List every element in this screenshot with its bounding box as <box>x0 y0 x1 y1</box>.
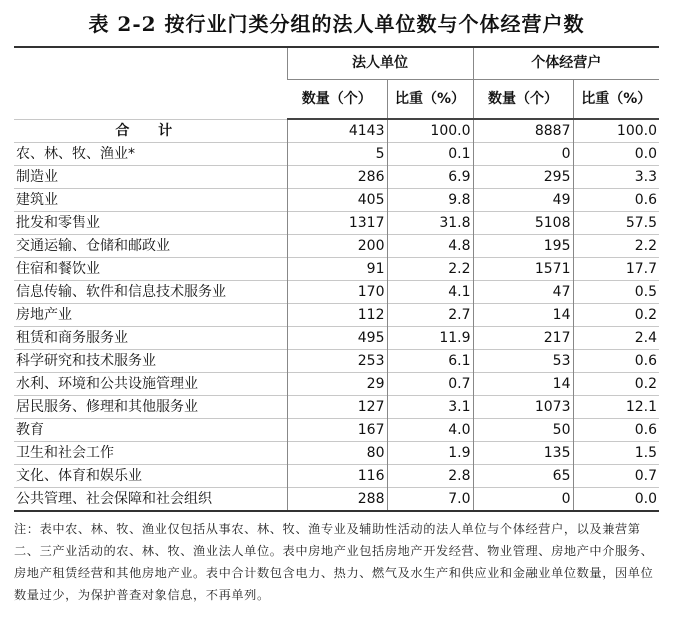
data-table <box>14 46 659 512</box>
indiv-count: 195 <box>473 235 573 258</box>
indiv-ratio: 0.6 <box>573 419 659 442</box>
legal-ratio: 2.2 <box>387 258 473 281</box>
legal-count: 170 <box>287 281 387 304</box>
legal-ratio: 7.0 <box>387 488 473 512</box>
table-row <box>14 143 659 166</box>
table-row <box>14 212 659 235</box>
indiv-ratio: 2.4 <box>573 327 659 350</box>
legal-count: 167 <box>287 419 387 442</box>
legal-ratio: 1.9 <box>387 442 473 465</box>
legal-ratio: 11.9 <box>387 327 473 350</box>
header-indiv-ratio: 比重（%） <box>573 80 659 120</box>
indiv-count: 217 <box>473 327 573 350</box>
legal-ratio: 0.1 <box>387 143 473 166</box>
legal-count: 286 <box>287 166 387 189</box>
legal-ratio: 31.8 <box>387 212 473 235</box>
indiv-count: 50 <box>473 419 573 442</box>
table-row <box>14 235 659 258</box>
table-row <box>14 442 659 465</box>
legal-ratio: 3.1 <box>387 396 473 419</box>
legal-count: 1317 <box>287 212 387 235</box>
table-row <box>14 327 659 350</box>
row-label: 房地产业 <box>14 304 287 327</box>
indiv-count: 1073 <box>473 396 573 419</box>
row-label: 卫生和社会工作 <box>14 442 287 465</box>
indiv-ratio: 3.3 <box>573 166 659 189</box>
row-label: 交通运输、仓储和邮政业 <box>14 235 287 258</box>
indiv-ratio: 0.6 <box>573 350 659 373</box>
table-row <box>14 488 659 512</box>
header-legal-count: 数量（个） <box>287 80 387 120</box>
table-row <box>14 189 659 212</box>
legal-count: 29 <box>287 373 387 396</box>
indiv-count: 53 <box>473 350 573 373</box>
indiv-count: 49 <box>473 189 573 212</box>
table-row <box>14 350 659 373</box>
row-label: 合 计 <box>14 119 287 143</box>
indiv-count: 8887 <box>473 119 573 143</box>
legal-ratio: 6.1 <box>387 350 473 373</box>
indiv-ratio: 0.2 <box>573 304 659 327</box>
legal-count: 495 <box>287 327 387 350</box>
table-row <box>14 304 659 327</box>
indiv-ratio: 12.1 <box>573 396 659 419</box>
indiv-ratio: 0.0 <box>573 143 659 166</box>
row-label: 批发和零售业 <box>14 212 287 235</box>
indiv-ratio: 2.2 <box>573 235 659 258</box>
row-label: 科学研究和技术服务业 <box>14 350 287 373</box>
header-legal-ratio: 比重（%） <box>387 80 473 120</box>
indiv-count: 14 <box>473 304 573 327</box>
row-label: 租赁和商务服务业 <box>14 327 287 350</box>
legal-ratio: 4.1 <box>387 281 473 304</box>
legal-count: 4143 <box>287 119 387 143</box>
legal-count: 80 <box>287 442 387 465</box>
row-label: 住宿和餐饮业 <box>14 258 287 281</box>
legal-ratio: 6.9 <box>387 166 473 189</box>
legal-count: 127 <box>287 396 387 419</box>
indiv-count: 295 <box>473 166 573 189</box>
indiv-count: 1571 <box>473 258 573 281</box>
row-label: 制造业 <box>14 166 287 189</box>
legal-ratio: 2.8 <box>387 465 473 488</box>
row-label: 建筑业 <box>14 189 287 212</box>
table-row <box>14 465 659 488</box>
table-row <box>14 258 659 281</box>
legal-ratio: 9.8 <box>387 189 473 212</box>
legal-count: 253 <box>287 350 387 373</box>
indiv-count: 65 <box>473 465 573 488</box>
legal-ratio: 4.8 <box>387 235 473 258</box>
table-note: 注：表中农、林、牧、渔业仅包括从事农、林、牧、渔专业及辅助性活动的法人单位与个体经营户，以及兼营第二、三产业活动的农、林、牧、渔业法人单位。表中房地产业包括房地产开发经营、物业管理、房地产中介服务、房地产租赁经营和其他房地产业。表中合计数包含电力、热力、燃气及水生产和供应业和金融业单位数量，因单位数量过少，为保护普查对象信息，不再单列。 <box>14 522 654 602</box>
row-label: 农、林、牧、渔业* <box>14 143 287 166</box>
indiv-ratio: 0.2 <box>573 373 659 396</box>
indiv-ratio: 0.0 <box>573 488 659 512</box>
row-label: 文化、体育和娱乐业 <box>14 465 287 488</box>
table-title: 表 2-2 按行业门类分组的法人单位数与个体经营户数 <box>88 12 585 36</box>
legal-ratio: 0.7 <box>387 373 473 396</box>
table-row <box>14 396 659 419</box>
legal-count: 5 <box>287 143 387 166</box>
indiv-count: 135 <box>473 442 573 465</box>
indiv-ratio: 0.5 <box>573 281 659 304</box>
table-row-total <box>14 119 659 143</box>
row-label: 公共管理、社会保障和社会组织 <box>14 488 287 512</box>
indiv-ratio: 1.5 <box>573 442 659 465</box>
legal-count: 200 <box>287 235 387 258</box>
table-row <box>14 373 659 396</box>
legal-count: 116 <box>287 465 387 488</box>
legal-count: 91 <box>287 258 387 281</box>
header-individual-households: 个体经营户 <box>473 47 659 80</box>
header-blank <box>14 47 287 119</box>
table-row <box>14 166 659 189</box>
indiv-ratio: 100.0 <box>573 119 659 143</box>
indiv-count: 47 <box>473 281 573 304</box>
table-row <box>14 419 659 442</box>
legal-ratio: 4.0 <box>387 419 473 442</box>
row-label: 水利、环境和公共设施管理业 <box>14 373 287 396</box>
legal-count: 288 <box>287 488 387 512</box>
legal-ratio: 100.0 <box>387 119 473 143</box>
header-indiv-count: 数量（个） <box>473 80 573 120</box>
indiv-ratio: 57.5 <box>573 212 659 235</box>
indiv-count: 0 <box>473 488 573 512</box>
legal-count: 112 <box>287 304 387 327</box>
legal-ratio: 2.7 <box>387 304 473 327</box>
indiv-ratio: 0.6 <box>573 189 659 212</box>
indiv-count: 5108 <box>473 212 573 235</box>
indiv-count: 14 <box>473 373 573 396</box>
table-row <box>14 281 659 304</box>
row-label: 教育 <box>14 419 287 442</box>
indiv-count: 0 <box>473 143 573 166</box>
legal-count: 405 <box>287 189 387 212</box>
header-legal-units: 法人单位 <box>287 47 473 80</box>
indiv-ratio: 0.7 <box>573 465 659 488</box>
indiv-ratio: 17.7 <box>573 258 659 281</box>
row-label: 居民服务、修理和其他服务业 <box>14 396 287 419</box>
table-body <box>14 119 659 511</box>
row-label: 信息传输、软件和信息技术服务业 <box>14 281 287 304</box>
